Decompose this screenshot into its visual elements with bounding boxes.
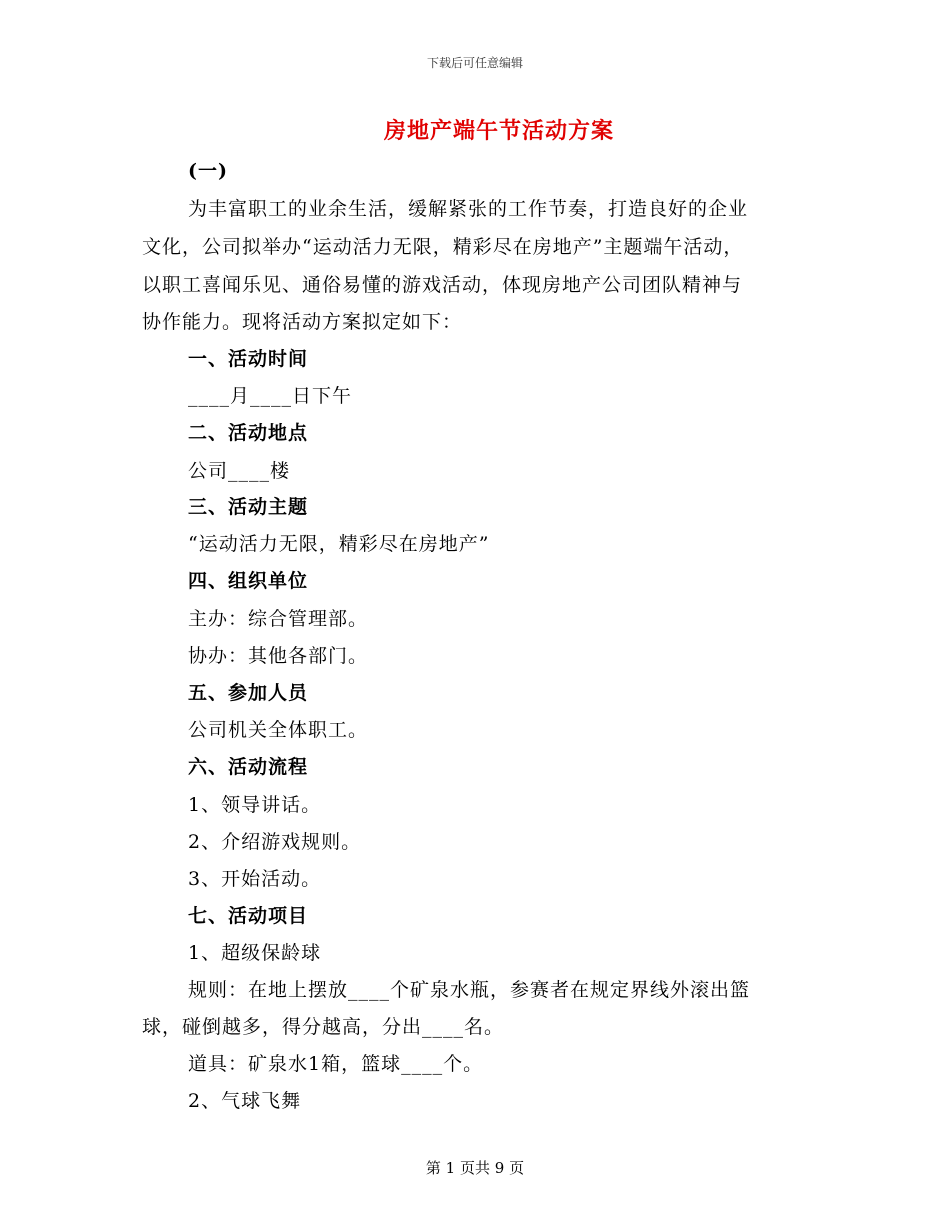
participants: 公司机关全体职工。: [188, 719, 369, 741]
section-heading-location: 二、活动地点: [188, 422, 309, 444]
organizer-host: 主办：综合管理部。: [188, 608, 369, 630]
activity-item-title: 1、超级保龄球: [188, 942, 322, 964]
section-heading-participants: 五、参加人员: [188, 682, 309, 704]
process-step: 3、开始活动。: [188, 868, 322, 890]
activity-item-title: 2、气球飞舞: [188, 1090, 302, 1112]
paragraph-line: 协作能力。现将活动方案拟定如下：: [142, 311, 463, 333]
rule-line: 球，碰倒越多，得分越高，分出____名。: [142, 1016, 505, 1038]
section-heading-items: 七、活动项目: [188, 905, 309, 927]
section-heading-organizers: 四、组织单位: [188, 570, 309, 592]
paragraph-line: 以职工喜闻乐见、通俗易懂的游戏活动，体现房地产公司团队精神与: [142, 274, 743, 296]
header-note: 下载后可任意编辑: [426, 56, 523, 70]
paragraph-line: 文化，公司拟举办“运动活力无限，精彩尽在房地产”主题端午活动，: [142, 236, 744, 258]
section-heading-process: 六、活动流程: [188, 756, 309, 778]
document-title: 房地产端午节活动方案: [383, 118, 614, 144]
process-step: 1、领导讲话。: [188, 794, 322, 816]
section-heading-time: 一、活动时间: [188, 348, 309, 370]
process-step: 2、介绍游戏规则。: [188, 831, 362, 853]
section-number: (一): [188, 160, 228, 182]
rule-line: 规则：在地上摆放____个矿泉水瓶，参赛者在规定界线外滚出篮: [188, 979, 751, 1001]
organizer-cohost: 协办：其他各部门。: [188, 645, 369, 667]
props-line: 道具：矿泉水1箱，篮球____个。: [188, 1053, 484, 1075]
paragraph-line: 为丰富职工的业余生活，缓解紧张的工作节奏，打造良好的企业: [188, 198, 749, 220]
page-footer: 第 1 页共 9 页: [425, 1159, 525, 1177]
section-heading-theme: 三、活动主题: [188, 496, 309, 518]
activity-time: ____月____日下午: [188, 385, 353, 407]
activity-theme: “运动活力无限，精彩尽在房地产”: [188, 533, 490, 555]
activity-location: 公司____楼: [188, 460, 291, 482]
